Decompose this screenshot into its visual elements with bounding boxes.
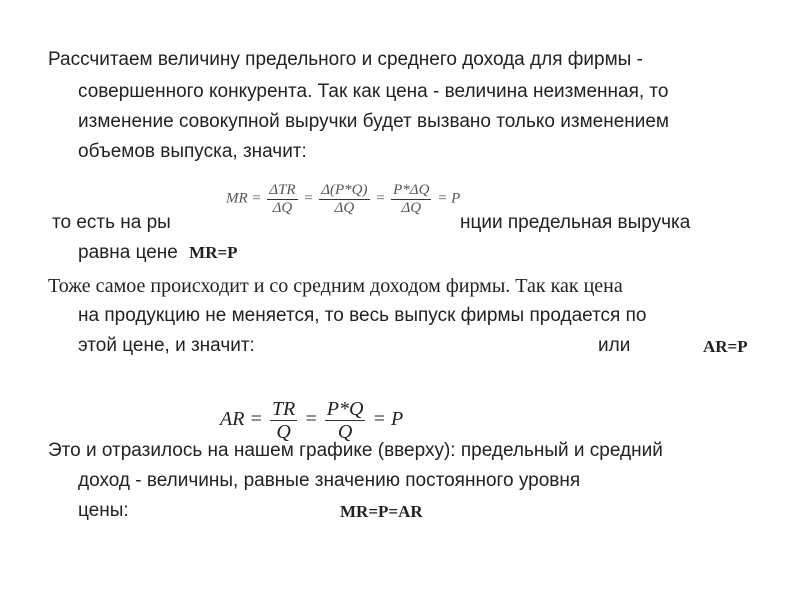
paragraph3-line3-text: этой цене, и значит:	[78, 335, 255, 356]
formula1-fraction3	[391, 182, 431, 216]
paragraph4-line1: Это и отразилось на нашем графике (вверху): предельный и средний	[48, 440, 663, 461]
formula2-fraction1-denominator: Q	[276, 421, 291, 443]
formula1-fraction1-numerator: ΔTR	[269, 182, 296, 198]
marginal-revenue-formula	[226, 182, 460, 216]
formula2-fraction2-denominator: Q	[337, 421, 353, 443]
paragraph1-line1: Рассчитаем величину предельного и среднего дохода для фирмы -	[48, 49, 643, 70]
paragraph2-line2	[78, 238, 238, 267]
formula1-lhs: MR =	[226, 190, 262, 207]
paragraph4-line3-text: цены:	[78, 500, 129, 521]
formula2-lhs: AR =	[220, 408, 263, 431]
paragraph2-line2-text: равна цене	[78, 242, 178, 263]
paragraph1-line3: изменение совокупной выручки будет вызвано только изменением	[78, 111, 669, 132]
ar-equals-p-formula: AR=P	[703, 337, 748, 356]
mr-equals-p-formula: MR=P	[189, 243, 238, 262]
formula2-fraction2-numerator: P*Q	[326, 398, 364, 420]
formula1-fraction3-denominator: ΔQ	[401, 199, 422, 216]
formula1-fraction2	[319, 182, 369, 216]
paragraph3-line2: на продукцию не меняется, то весь выпуск фирмы продается по	[78, 305, 647, 326]
formula2-fraction1-numerator: TR	[271, 398, 296, 420]
formula2-rhs: = P	[372, 408, 404, 431]
formula1-fraction1	[267, 182, 297, 216]
formula1-equals2: =	[375, 190, 386, 207]
paragraph1-line2: совершенного конкурента. Так как цена - величина неизменная, то	[78, 81, 669, 102]
paragraph2-line1-right: нции предельная выручка	[460, 212, 691, 233]
formula2-equals1: =	[304, 408, 318, 431]
paragraph4-line2: доход - величины, равные значению постоянного уровня	[78, 470, 581, 491]
formula1-fraction2-denominator: ΔQ	[334, 199, 355, 216]
paragraph1-line4: объемов выпуска, значит:	[78, 141, 307, 162]
mr-equals-p-equals-ar-formula: MR=P=AR	[340, 502, 423, 521]
formula1-equals1: =	[303, 190, 314, 207]
paragraph3-line3-or: или	[598, 335, 631, 356]
formula1-fraction3-numerator: P*ΔQ	[393, 182, 430, 198]
formula1-rhs: = P	[437, 190, 461, 207]
formula1-fraction2-numerator: Δ(P*Q)	[321, 182, 368, 198]
formula1-fraction1-denominator: ΔQ	[272, 199, 293, 216]
paragraph2-line1-left: то есть на ры	[52, 212, 171, 233]
paragraph3-line1: Тоже самое происходит и со средним доходом фирмы. Так как цена	[48, 275, 623, 297]
